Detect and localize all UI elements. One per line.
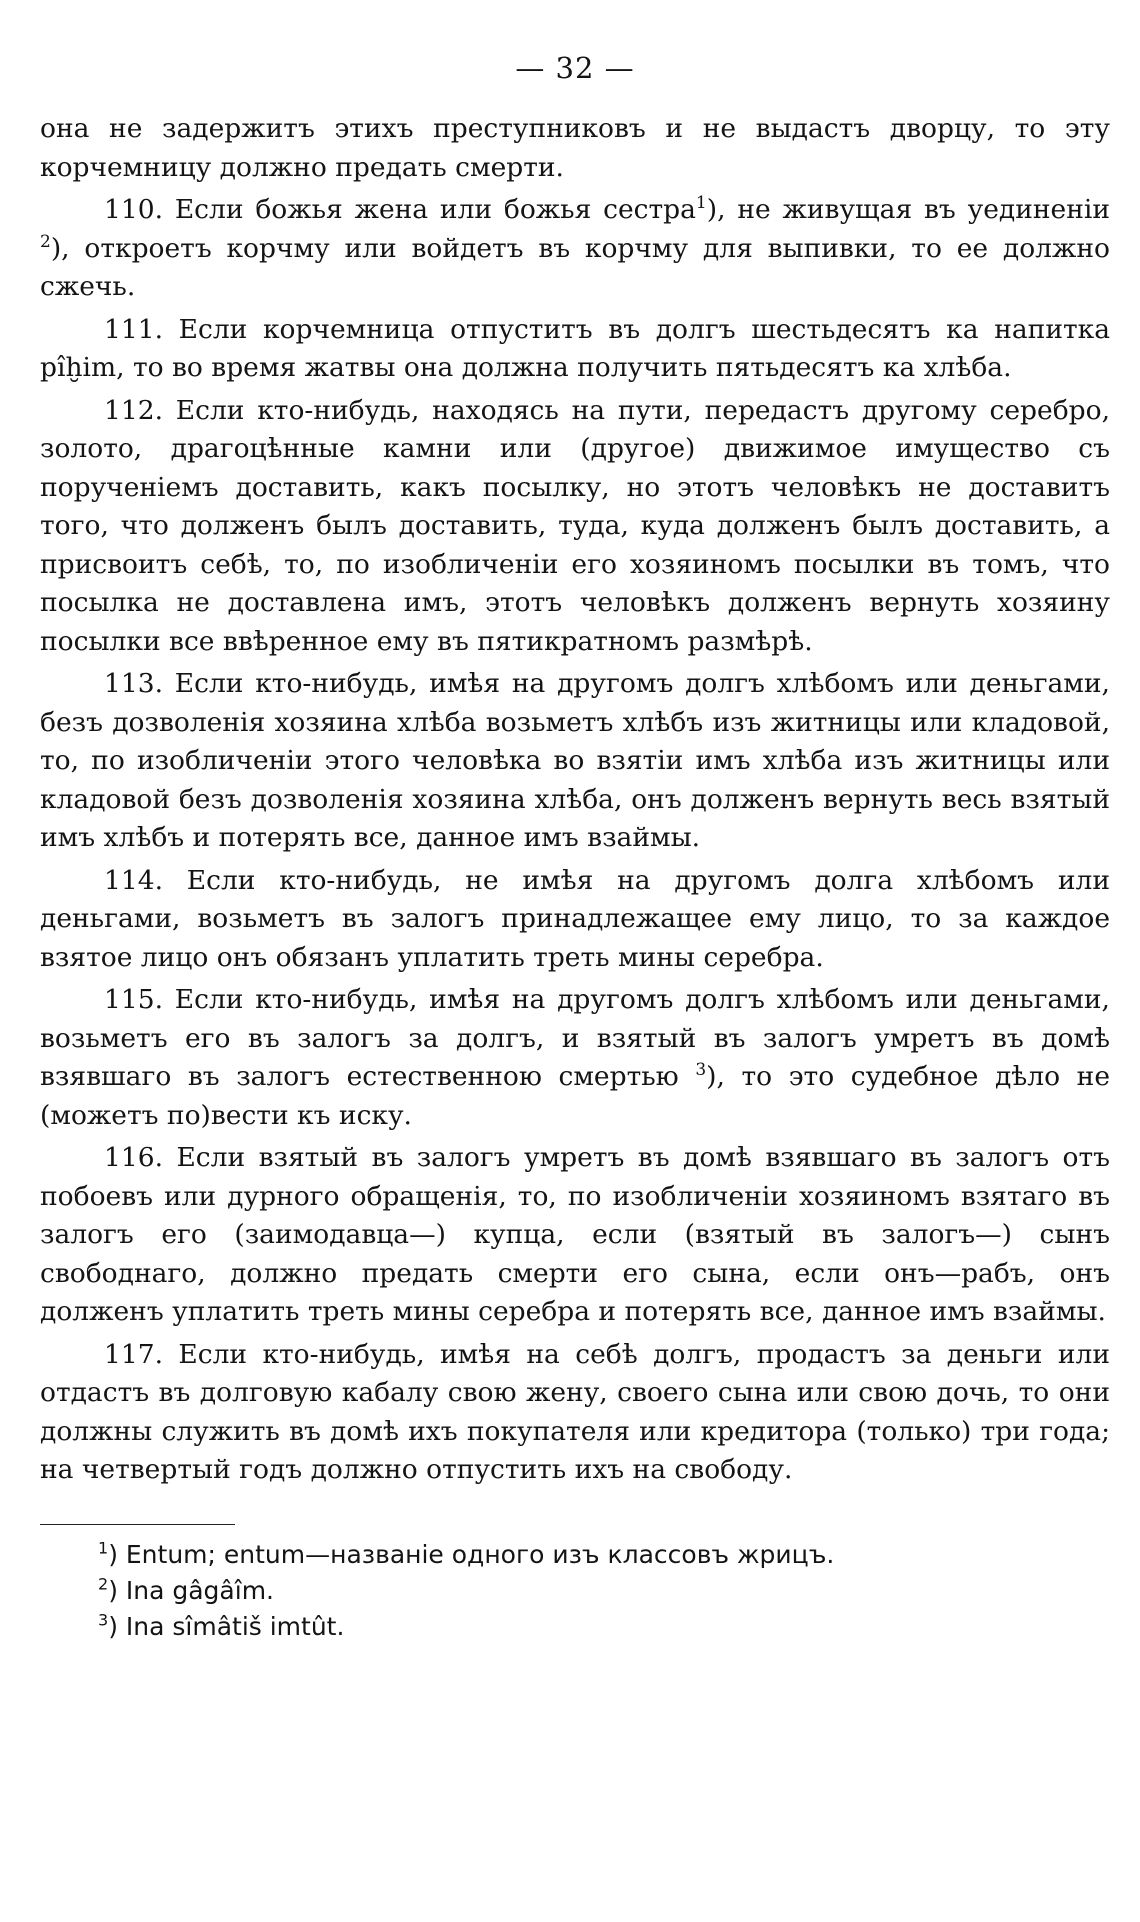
article-110-text-c: ), откроетъ корчму или войдетъ въ корчму для выпивки, то ее должно сжечь.: [40, 232, 1110, 302]
article-115-text-b: ), то это судебное дѣло не (можетъ по)вести къ иску.: [40, 1061, 1110, 1131]
article-114: 114. Если кто-нибудь, не имѣя на другомъ долга хлѣбомъ или деньгами, возьметъ въ залогъ принадлежащее ему лицо, то за каждое взятое лицо онъ обязанъ уплатить треть мины серебра.: [40, 864, 1110, 973]
article-115-text-a: 115. Если кто-нибудь, имѣя на другомъ долгъ хлѣбомъ или деньгами, возьметъ его въ залогъ за долгъ, и взятый въ залогъ умретъ въ домѣ взявшаго въ залогъ естественною смертью: [40, 984, 1110, 1092]
footnote-ref-3: 3: [695, 1060, 707, 1081]
footnote-2: [98, 1573, 1110, 1609]
footnote-mark: 2: [98, 1574, 109, 1594]
footnotes: [40, 1537, 1110, 1645]
article-112: 112. Если кто-нибудь, находясь на пути, передастъ другому серебро, золото, драгоцѣнные камни или (другое) движимое имущество съ порученіемъ доставить, какъ посылку, но этотъ человѣкъ не доставитъ того, что долженъ былъ доставить, туда, куда долженъ былъ доставить, а присвоитъ себѣ, то, по изобличеніи его хозяиномъ посылки въ томъ, что посылка не доставлена имъ, этотъ человѣкъ долженъ вернуть хозяину посылки все ввѣренное ему въ пятикратномъ размѣрѣ.: [40, 394, 1110, 657]
footnote-text: ) Ina sîmâtiš imtût.: [108, 1611, 345, 1641]
page-number: — 32 —: [515, 51, 635, 85]
footnote-3: [98, 1609, 1110, 1645]
article-111: 111. Если корчемница отпуститъ въ долгъ шестьдесятъ ка напитка pîḫim, то во время жатвы она должна получить пятьдесятъ ка хлѣба.: [40, 313, 1110, 383]
article-117: 117. Если кто-нибудь, имѣя на себѣ долгъ, продастъ за деньги или отдастъ въ долговую кабалу свою жену, своего сына или свою дочь, то они должны служить въ домѣ ихъ покупателя или кредитора (только) три года; на четвертый годъ должно отпустить ихъ на свободу.: [40, 1338, 1110, 1485]
article-115: [40, 981, 1110, 1135]
footnote-mark: 3: [98, 1610, 109, 1630]
footnote-ref-2: 2: [40, 231, 51, 252]
article-110-text-b: ), не живущая въ уединеніи: [706, 194, 1110, 225]
article-110-text-a: 110. Если божья жена или божья сестра: [104, 194, 696, 225]
footnote-text: ) Entum; entum—названіе одного изъ классовъ жрицъ.: [108, 1539, 835, 1569]
article-116: 116. Если взятый въ залогъ умретъ въ домѣ взявшаго въ залогъ отъ побоевъ или дурного обращенія, то, по изобличеніи хозяиномъ взятаго въ залогъ его (заимодавца—) купца, если (взятый въ залогъ—) сынъ свободнаго, должно предать смерти его сына, если онъ—рабъ, онъ долженъ уплатить треть мины серебра и потерять все, данное имъ взаймы.: [40, 1142, 1110, 1327]
body-text: [40, 110, 1110, 1490]
footnote-ref-1: 1: [695, 193, 707, 214]
article-110: [40, 191, 1110, 307]
footnote-text: ) Ina gâgâîm.: [108, 1575, 274, 1605]
footnote-divider: [40, 1524, 235, 1525]
document-page: [40, 48, 1110, 1898]
paragraph-continuation: она не задержитъ этихъ преступниковъ и не выдастъ дворцу, то эту корчемницу должно предать смерти.: [40, 113, 1110, 183]
footnote-mark: 1: [98, 1538, 109, 1558]
article-113: 113. Если кто-нибудь, имѣя на другомъ долгъ хлѣбомъ или деньгами, безъ дозволенія хозяина хлѣба возьметъ хлѣбъ изъ житницы или кладовой, то, по изобличеніи этого человѣка во взятіи имъ хлѣба изъ житницы или кладовой безъ дозволенія хозяина хлѣба, онъ долженъ вернуть весь взятый имъ хлѣбъ и потерять все, данное имъ взаймы.: [40, 668, 1110, 853]
footnote-1: [98, 1537, 1110, 1573]
